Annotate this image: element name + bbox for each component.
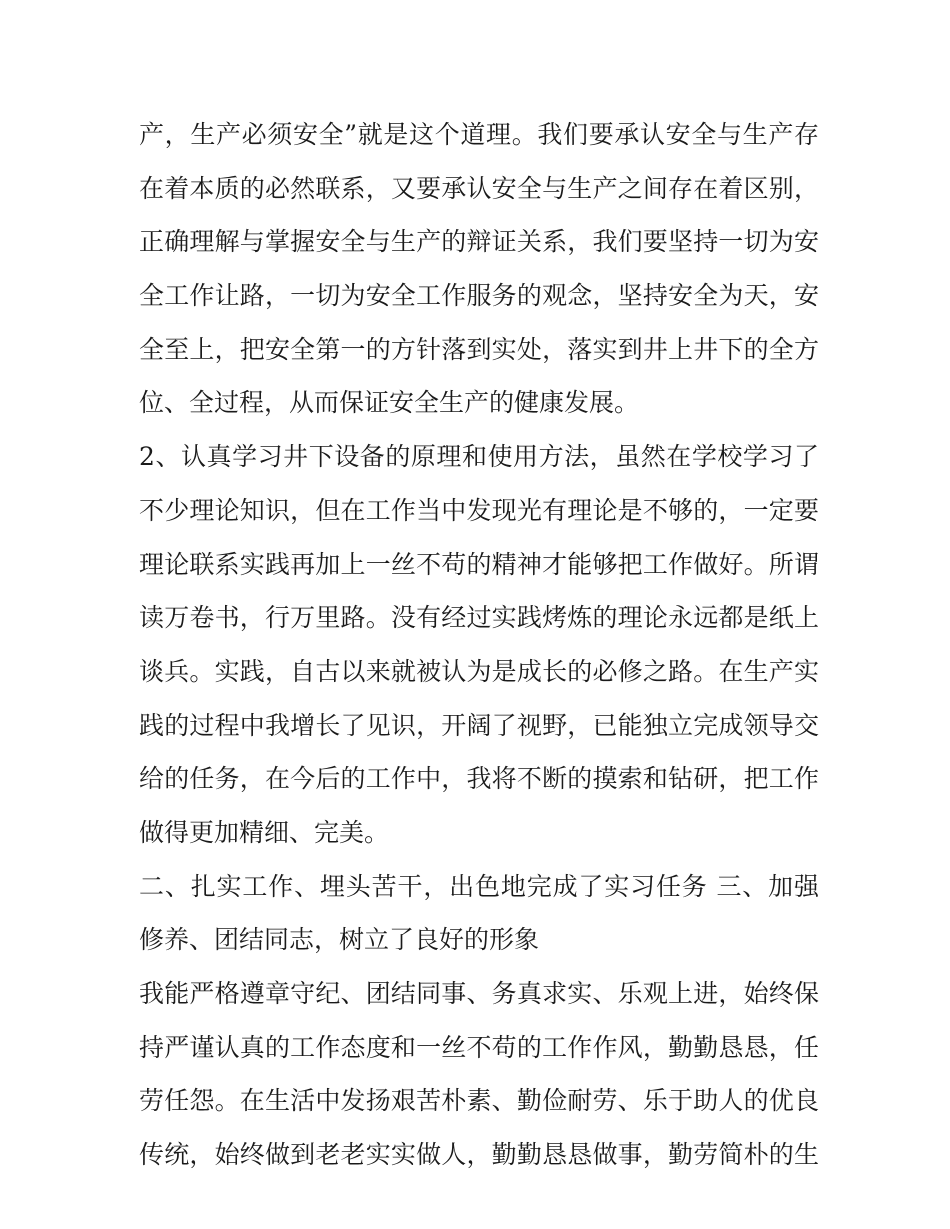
text-line: 正确理解与掌握安全与生产的辩证关系，我们要坚持一切为安 <box>139 227 819 257</box>
text-line: 产，生产必须安全”就是这个道理。我们要承认安全与生产存 <box>139 120 819 149</box>
text-line: 给的任务，在今后的工作中，我将不断的摸索和钻研，把工作 <box>139 764 819 794</box>
text-line: 不少理论知识，但在工作当中发现光有理论是不够的，一定要 <box>139 495 819 525</box>
text-line: 传统，始终做到老老实实做人，勤勤恳恳做事，勤劳简朴的生 <box>139 1140 819 1170</box>
text-line: 做得更加精细、完美。 <box>139 817 390 847</box>
text-line: 修养、团结同志，树立了良好的形象 <box>139 925 540 955</box>
text-line: 全至上，把安全第一的方针落到实处，落实到井上井下的全方 <box>139 334 819 364</box>
text-line: 二、扎实工作、埋头苦干，出色地完成了实习任务 三、加强 <box>139 871 819 901</box>
text-line: 全工作让路，一切为安全工作服务的观念，坚持安全为天，安 <box>139 281 819 311</box>
text-line: 位、全过程，从而保证安全生产的健康发展。 <box>139 388 640 418</box>
text-line: 理论联系实践再加上一丝不苟的精神才能够把工作做好。所谓 <box>139 549 819 579</box>
text-line: 读万卷书，行万里路。没有经过实践烤炼的理论永远都是纸上 <box>139 603 819 633</box>
text-line: 2、认真学习井下设备的原理和使用方法，虽然在学校学习了 <box>139 442 819 472</box>
text-line: 持严谨认真的工作态度和一丝不苟的工作作风，勤勤恳恳，任 <box>139 1032 819 1062</box>
text-line: 在着本质的必然联系，又要承认安全与生产之间存在着区别， <box>139 173 819 203</box>
text-line: 践的过程中我增长了见识，开阔了视野，已能独立完成领导交 <box>139 710 819 740</box>
text-line: 谈兵。实践，自古以来就被认为是成长的必修之路。在生产实 <box>139 656 819 686</box>
text-line: 劳任怨。在生活中发扬艰苦朴素、勤俭耐劳、乐于助人的优良 <box>139 1086 819 1116</box>
document-page <box>139 108 819 1182</box>
text-line: 我能严格遵章守纪、团结同事、务真求实、乐观上进，始终保 <box>139 979 819 1008</box>
